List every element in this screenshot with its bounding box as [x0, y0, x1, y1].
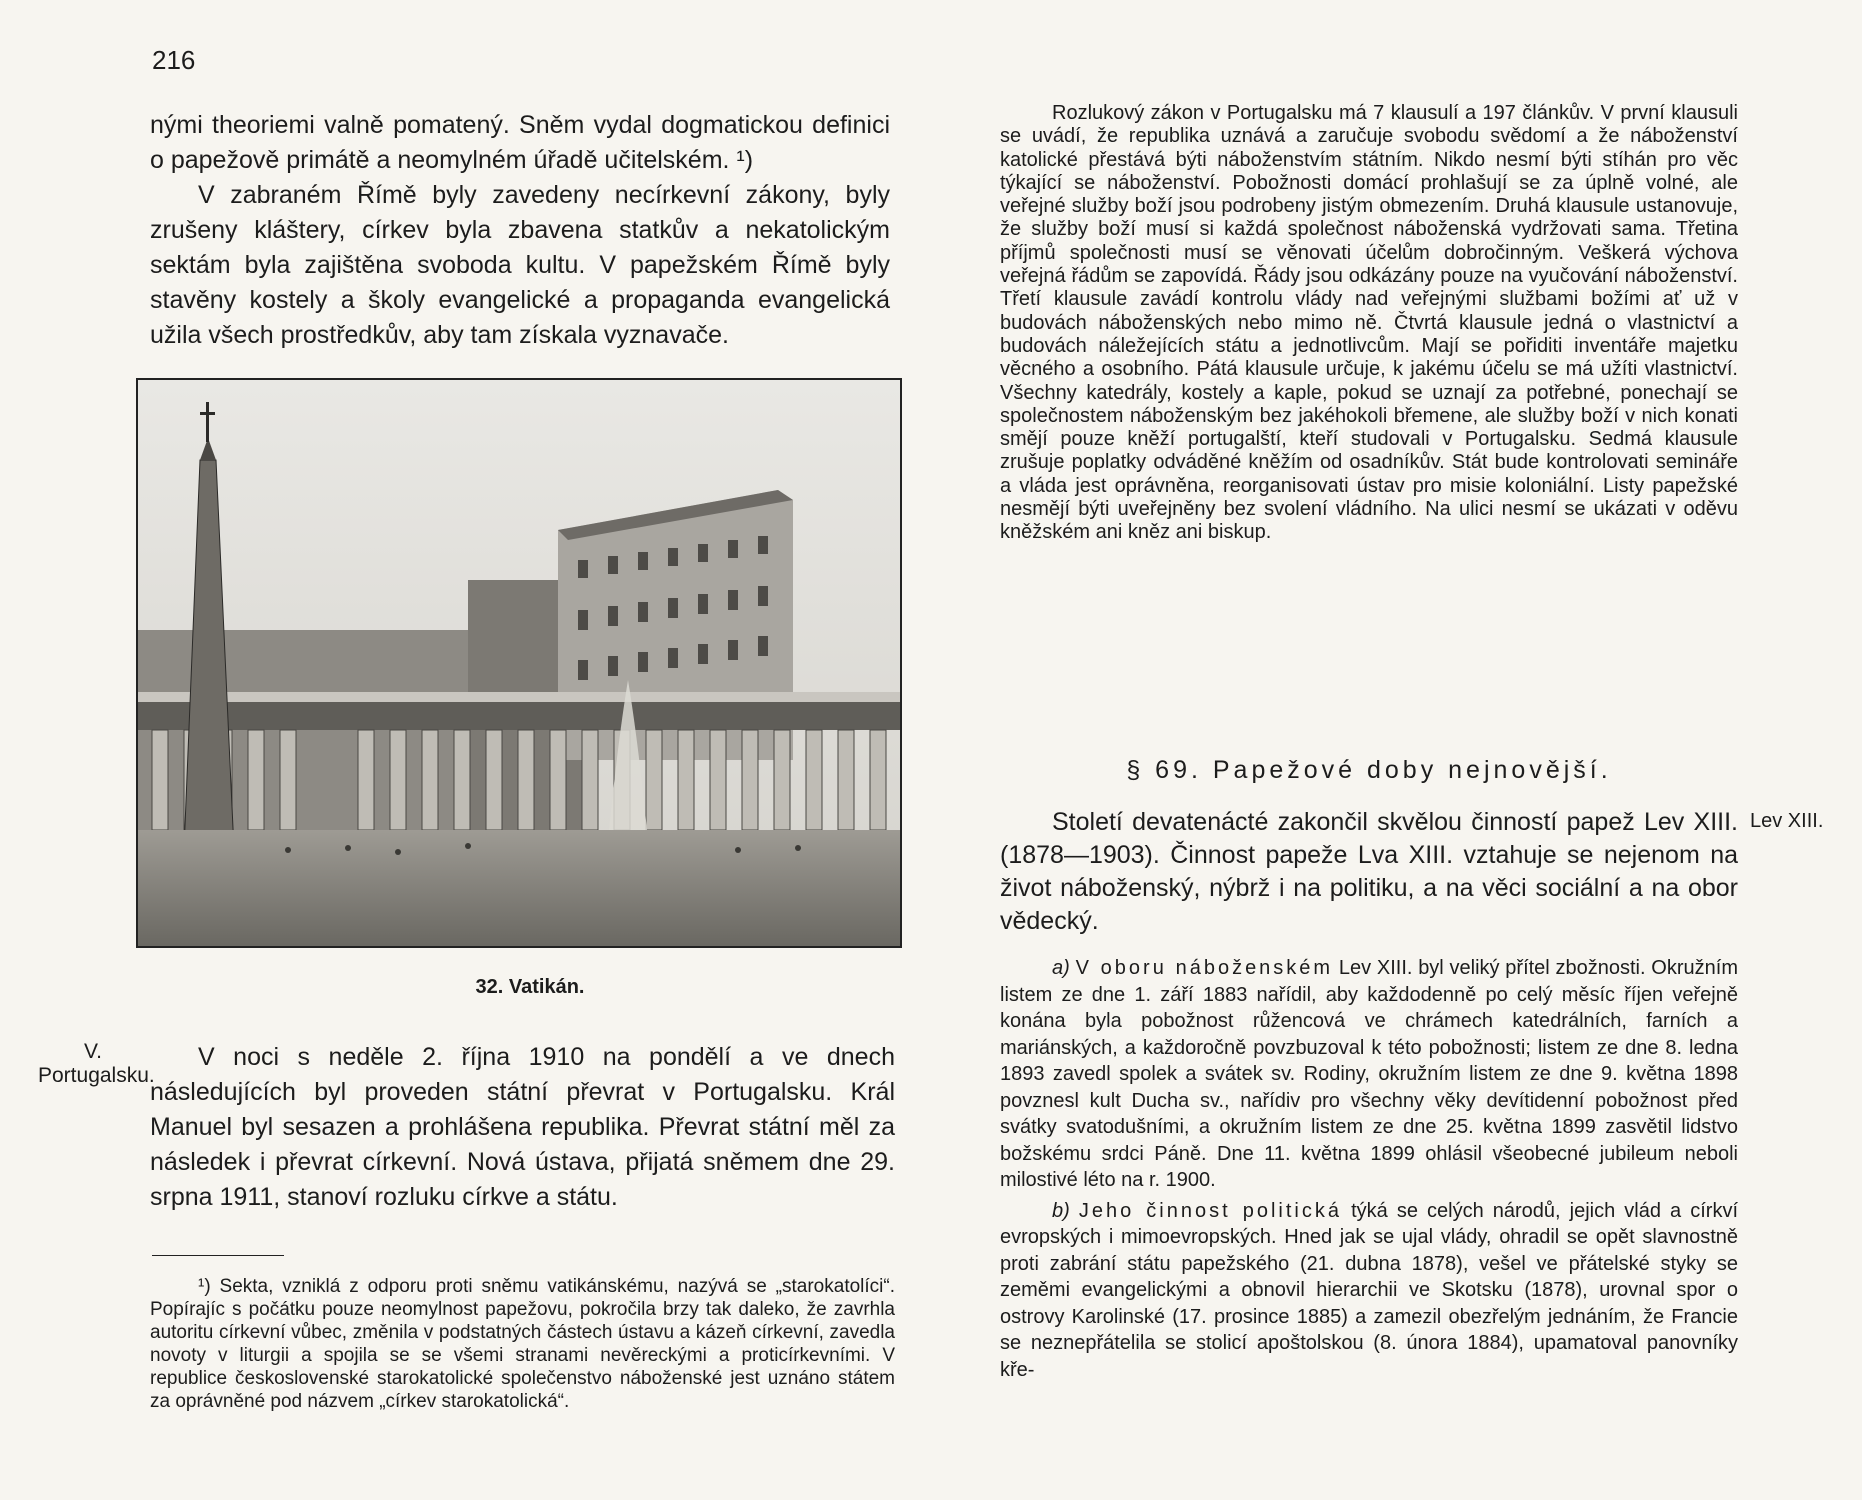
paragraph-text: Lev XIII. byl veliký přítel zbožnosti. Okružním listem ze dne 1. září 1883 nařídil, aby každodenně po celý měsíc říjen veřejně konána byla pobožnost růžencová ve chrámech katedrálních, farních a mariánských, a každoročně povzbuzoval k této pobožnosti; listem ze dne 8. ledna 1893 zavedl spolek a svátek sv. Rodiny, okružním listem ze dne 9. května 1898 povznesl kult Ducha sv., nařídiv pro všechny věky devítidenní pobožnost před svátky svatodušními, a okružním listem ze dne 25. května 1899 zasvětil lidstvo božskému srdci Páně. Dne 11. května 1899 ohlásil všeobecné jubileum neboli milostivé léto na r. 1900.	[1000, 957, 1738, 1191]
footnote	[150, 1275, 895, 1413]
spaced-heading: V oboru náboženském	[1075, 957, 1334, 979]
left-text-top	[150, 108, 890, 353]
figure-caption: 32. Vatikán.	[475, 976, 585, 998]
marginal-note: Lev XIII.	[1750, 810, 1824, 832]
paragraph: Rozlukový zákon v Portugalsku má 7 klausulí a 197 článkův. V první klausuli se uvádí, že republika uznává a zaručuje svobodu svědomí a že náboženství katolické přestává býti náboženstvím státním. Nikdo nesmí býti stíhán pro věc týkající se náboženství. Pobožnosti domácí prohlašují se za úplně volné, ale veřejné služby boží jsou podrobeny jistým obmezením. Druhá klausule ustanovuje, že služby boží musí si každá společnost náboženská vydržovati sama. Třetina příjmů společnosti musí se věnovati účelům dobročinným. Veškerá výchova veřejná řádům se zapovídá. Řády jsou odkázány pouze na vyučování náboženství. Třetí klausule zavádí kontrolu vlády nad veřejnými službami božími ať už v budovách náboženských nebo mimo ně. Čtvrtá klausule jedná o vlastnictví a budovách náležejících státu a jednotlivcům. Mají se pořiditi inventáře majetku věcného a osobního. Pátá klausule určuje, k jakému účelu se má užíti vlastnictví. Všechny katedrály, kostely a kaple, pokud se uznají za potřebné, ponechají se společnostem náboženským bez jakéhokoli břemene, ale služby boží v nich konati smějí pouze kněží portugalští, kteří studovali v Portugalsku. Sedmá klausule zrušuje poplatky odváděné kněžím od osadníkův. Stát bude kontrolovati semináře a vláda jest oprávněna, reorganisovati ústav pro misie koloniální. Listy papežské nesmějí býti uveřejněny bez svolení vládního. Na ulici nesmí se ukázati v oděvu kněžském ani kněz ani biskup.	[1000, 102, 1738, 544]
right-text-top	[1000, 102, 1738, 545]
paragraph: Století devatenácté zakončil skvělou činností papež Lev XIII. (1878—1903). Činnost papeže Lva XIII. vztahuje se nejenom na život náboženský, nýbrž i na politiku, a na věci sociální a na obor vědecký.	[1000, 808, 1738, 935]
marginal-note: V. Portugalsku.	[38, 1040, 155, 1087]
paragraph: V noci s neděle 2. října 1910 na pondělí a ve dnech následujících byl proveden státní převrat v Portugalsku. Král Manuel byl sesazen a prohlášena republika. Převrat státní měl za následek i převrat církevní. Nová ústava, přijatá sněmem dne 29. srpna 1911, stanoví rozluku církve a státu.	[150, 1043, 895, 1211]
footnote-divider	[152, 1255, 284, 1256]
item-label: b)	[1052, 1199, 1070, 1222]
paragraph-text: týká se celých národů, jejich vlád a církví evropských i mimoevropských. Hned jak se ujal vlády, ohradil se opět slavnostně proti zabrání státu papežského (21. dubna 1878), vešel ve přátelské styky se zeměmi evangelickými a obnovil hierarchii ve Skotsku (1878), urovnal spor o ostrovy Karolinské (17. prosince 1885) a zamezil obezřelým jednáním, že Francie se neznepřátelila se stolicí apoštolskou (8. února 1884), upamatoval panovníky kře-	[1000, 1199, 1739, 1381]
left-text-bottom	[150, 1040, 895, 1215]
section-heading: § 69. Papežové doby nejnovější.	[1126, 756, 1612, 784]
footnote-text: ¹) Sekta, vzniklá z odporu proti sněmu vatikánskému, nazývá se „starokatolíci“. Popírajíc s počátku pouze neomylnost papežovu, pokročila brzy tak daleko, že zavrhla autoritu církevní vůbec, změnila v podstatných částech ústavu a kázeň církevní, zavedla novoty v liturgii a spojila se se všemi stranami nevěreckými a proticírkevními. V republice československé starokatolické společenstvo náboženské jest uznáno státem za oprávněné pod názvem „církev starokatolická“.	[150, 1276, 895, 1412]
paragraph: V zabraném Římě byly zavedeny necírkevní zákony, byly zrušeny kláštery, církev byla zbavena statkův a nekatolickým sektám byla zajištěna svoboda kultu. V papežském Římě byly stavěny kostely a školy evangelické a propaganda evangelická užila všech prostředkův, aby tam získala vyznavače.	[150, 181, 890, 349]
item-label: a)	[1052, 957, 1070, 979]
vatican-photo	[136, 378, 902, 948]
paragraph: nými theoriemi valně pomatený. Sněm vydal dogmatickou definici o papežově primátě a neomylném úřadě učitelském. ¹)	[150, 111, 890, 174]
paragraph-a	[1000, 955, 1738, 1194]
spaced-heading: Jeho činnost politická	[1078, 1199, 1342, 1222]
section-intro	[1000, 806, 1738, 938]
right-text-bottom	[1000, 955, 1738, 1387]
paragraph-b	[1000, 1198, 1738, 1384]
vatican-illustration	[138, 380, 900, 946]
page-number: 216	[152, 45, 196, 75]
